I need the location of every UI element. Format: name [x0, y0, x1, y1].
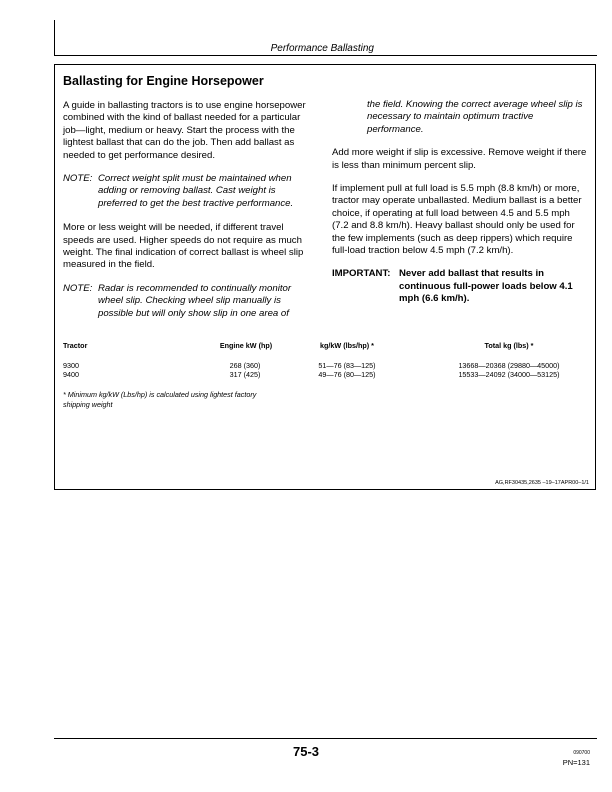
- paragraph-guide: A guide in ballasting tractors is to use engine horsepower combined with the kind of ballast needed for a particular job—light, medium or heavy. Start the process with the lightest ballast that can do the job. Then add ballast as needed to get performance desired.: [63, 100, 306, 161]
- cell-ratio: 51—76 (83—125): [318, 361, 376, 370]
- left-column: [63, 100, 313, 332]
- cell-tractor: 9300: [63, 361, 79, 370]
- note-label: NOTE:: [63, 173, 93, 185]
- table-footnote: * Minimum kg/kW (Lbs/hp) is calculated using lightest factory shipping weight: [63, 390, 257, 409]
- cell-tractor: 9400: [63, 370, 79, 379]
- cell-total: 15533—24092 (34000—53125): [458, 370, 560, 379]
- important-text: Never add ballast that results in continuous full-power loads below 4.1 mph (6.6 km/h).: [399, 268, 573, 305]
- header-rule: [54, 55, 597, 56]
- paragraph-slip: Add more weight if slip is excessive. Remove weight if there is less than minimum percent slip.: [332, 147, 587, 171]
- paragraph-travel-speed: More or less weight will be needed, if different travel speeds are used. Higher speeds do not require as much weight. The final indication of correct ballast is wheel slip measured in the field.: [63, 222, 304, 271]
- cell-ratio: 49—76 (80—125): [318, 370, 376, 379]
- cell-total: 13668—20368 (29880—45000): [458, 361, 560, 370]
- note-radar: [63, 283, 313, 320]
- cell-engine: 317 (425): [229, 370, 261, 379]
- cell-engine: 268 (360): [229, 361, 261, 370]
- table-row: [63, 370, 589, 379]
- pn-number: PN=131: [562, 758, 590, 767]
- running-title: Performance Ballasting: [270, 43, 374, 54]
- right-column: [332, 99, 589, 306]
- print-code: 090700: [573, 750, 590, 756]
- important-notice: [332, 268, 589, 305]
- header-engine: Engine kW (hp): [219, 341, 273, 350]
- note-weight-split: [63, 173, 313, 210]
- important-label: IMPORTANT:: [332, 268, 391, 280]
- header-total: Total kg (lbs) *: [484, 341, 534, 350]
- table-row: [63, 361, 589, 370]
- header-tractor: Tractor: [63, 341, 88, 350]
- table-header-row: [63, 341, 589, 351]
- section-title: Ballasting for Engine Horsepower: [63, 74, 264, 88]
- ballast-table: [63, 341, 589, 379]
- content-panel: [54, 64, 596, 490]
- reference-code: AG,RF30435,2635 –19–17APR00–1/1: [495, 480, 589, 486]
- note-radar-continued: the field. Knowing the correct average wheel slip is necessary to maintain optimum tractive performance.: [367, 99, 583, 135]
- note-label: NOTE:: [63, 282, 93, 294]
- note-text: Correct weight split must be maintained when adding or removing ballast. Cast weight is preferred to get the best tractive performance.: [98, 173, 294, 209]
- note-text: Radar is recommended to continually monitor wheel slip. Checking wheel slip manually is possible but will only show slip in one area of: [98, 282, 292, 319]
- paragraph-implement-pull: If implement pull at full load is 5.5 mph (8.8 km/h) or more, tractor may operate unballasted. Medium ballast is a better choice, if operating at full load between 4.5 and 5.5 mph (7.2 and 8.8 km/h). Heavy ballast should only be used for the few implements (such as deep rippers) which require full-load traction below 4.5 mph (7.2 km/h).: [332, 183, 582, 257]
- header-ratio: kg/kW (lbs/hp) *: [320, 341, 374, 350]
- page-number: 75-3: [292, 744, 320, 759]
- footer-rule: [54, 738, 597, 739]
